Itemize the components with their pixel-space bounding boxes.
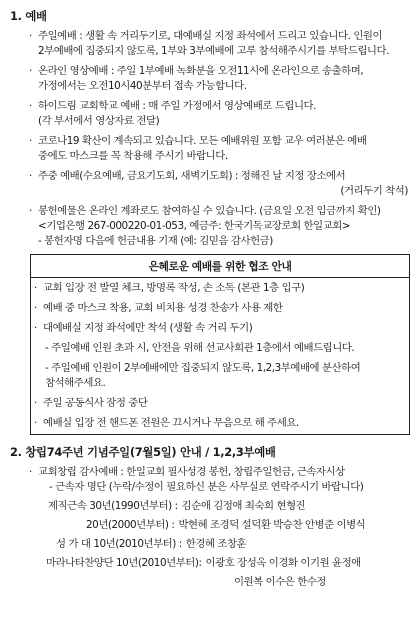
section-title-worship: 1. 예배 [10,9,47,23]
section-title-anniversary: 2. 창립74주년 기념주일(7월5일) 안내 / 1,2,3부예배 [10,445,276,459]
list-item [10,169,408,199]
award-names-continued: 이원복 이수은 한수정 [234,576,326,588]
notice-subitem [31,361,405,391]
notice-item: · 예배실 입장 전 핸드폰 전원은 끄시거나 무음으로 해 주세요. [31,416,405,431]
text-line: 2부예배에 집중되지 않도록, 1부와 3부예배에 고루 참석해주시기를 부탁드립니다. [38,45,389,57]
list-item [10,64,408,94]
text-line: · 주일예배 : 생활 속 거리두기로, 대예배실 지정 좌석에서 드리고 있습니다. 인원이 [38,30,383,42]
text-line: - 봉헌자명 다음에 헌금내용 기재 (예: 김믿음 감사헌금) [38,235,273,247]
award-names: 한경혜 조창훈 [185,538,247,550]
anniversary-list [10,465,408,495]
worship-list [10,29,408,249]
text-line: · 봉헌예물은 온라인 계좌로도 참여하실 수 있습니다. (금요일 오전 입금까지 확인) [38,205,381,217]
notice-item: · 예배 중 마스크 착용, 교회 비치용 성경 찬송가 사용 제한 [31,301,405,316]
text-line: - 주일예배 인원이 2부예배에만 집중되지 않도록, 1,2,3부예배에 분산하여 [45,362,361,374]
text-line: 가정에서는 오전10시40분부터 접속 가능합니다. [38,80,247,92]
text-line: · 코로나19 확산이 계속되고 있습니다. 모든 예배위원 포함 교우 여러분은 예배 [38,135,367,147]
award-label: 마라나타찬양단 10년(2010년부터): [46,557,202,569]
award-row [46,556,408,571]
award-row [48,499,408,514]
award-label: 성 가 대 10년(2010년부터) : [56,538,182,550]
text-line: (각 부서에서 영상자료 전달) [38,115,160,127]
notice-item: · 주일 공동식사 잠정 중단 [31,396,405,411]
award-names: 김순애 김정애 최숙희 현형진 [181,500,306,512]
award-label: 제직근속 30년(1990년부터) : [48,500,178,512]
notice-item: · 교회 입장 전 발열 체크, 방명록 작성, 손 소독 (본관 1층 입구) [31,281,405,296]
list-item [10,29,408,59]
text-line: · 교회창립 감사예배 : 한일교회 필사성경 봉헌, 창립주일헌금, 근속자시상 [38,466,345,478]
award-row [48,537,408,552]
notice-title: 은혜로운 예배를 위한 협조 안내 [31,255,409,278]
award-row [48,518,408,533]
text-line: · 온라인 영상예배 : 주일 1부예배 녹화분을 오전11시에 온라인으로 송출하며, [38,65,364,77]
bank-account: <기업은행 267-000220-01-053, 예금주: 한국기독교장로회 한일교회> [38,220,351,232]
text-line: · 주중 예배(수요예배, 금요기도회, 새벽기도회) : 정해진 날 지정 장소에서 [38,170,346,182]
service-award-list [48,499,408,590]
notice-subitem: - 주일예배 인원 초과 시, 안전을 위해 선교사회관 1층에서 예배드립니다. [45,342,355,354]
notice-body [31,278,409,434]
award-label: 20년(2000년부터) : [86,519,175,531]
award-names: 박현혜 조경덕 설덕환 박승찬 안병준 이병식 [178,519,366,531]
text-line: · 하이드림 교회학교 예배 : 매 주일 가정에서 영상예배로 드립니다. [38,100,316,112]
text-line: - 근속자 명단 (누락/수정이 필요하신 분은 사무실로 연락주시기 바랍니다) [49,481,364,493]
midweek-note: (거리두기 착석) [340,185,408,197]
notice-box [30,254,410,435]
award-names: 이광호 장성옥 이경화 이기원 윤정애 [205,557,361,569]
text-line: 참석해주세요. [45,377,106,389]
offering-item [10,204,408,249]
list-item [10,134,408,164]
anniversary-section [10,444,408,590]
text-line: 중에도 마스크를 꼭 착용해 주시기 바랍니다. [38,150,228,162]
notice-item: · 대예배실 지정 좌석에만 착석 (생활 속 거리 두기) [31,321,405,336]
list-item [10,99,408,129]
list-item [10,465,408,495]
